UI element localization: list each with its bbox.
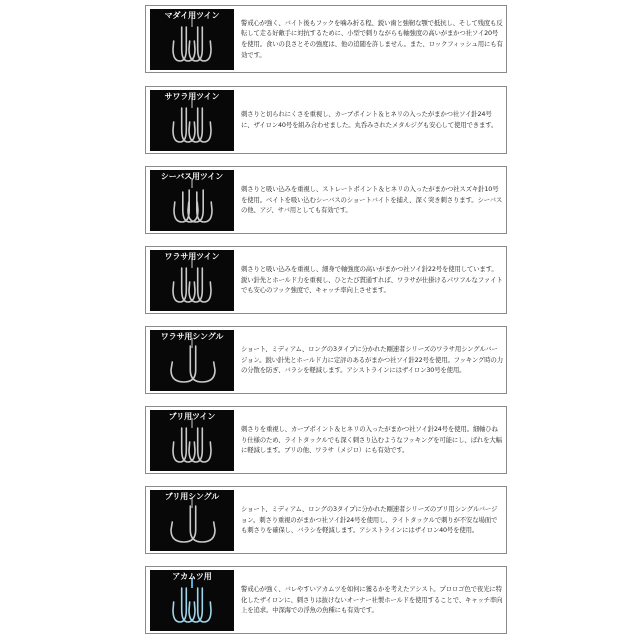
- hook-shape: [189, 588, 202, 622]
- product-description: 刺さりと吸い込みを重視し、ストレートポイント＆ヒネリの入ったがまかつ社スズキ針10号を使用。ベイトを吸い込むシーバスのショートバイトを捕え、深く突き刺さります。シーバスの他、アジ、サバ用としても有効です。: [241, 185, 503, 215]
- hook-shape: [189, 27, 202, 61]
- hook-shape: [188, 190, 203, 222]
- hook-shape: [183, 192, 198, 222]
- product-image: [150, 330, 234, 391]
- product-card: [145, 326, 507, 394]
- hook-shape: [173, 108, 186, 142]
- product-description: 警戒心が強く、バレやすいアカムツを如何に獲るかを考えたアシスト。プロロゴ色で夜光に特化したザイロンに、刺さりは抜けないオーナー社製ホールドを使用することで、キャッチ率向上を追求。中深海での浮魚の魚種にも有効です。: [241, 585, 503, 615]
- product-card: [145, 566, 507, 634]
- product-image: [150, 570, 234, 631]
- product-card: [145, 5, 507, 73]
- hook-shape: [198, 268, 211, 302]
- product-title: ワラサ用シングル: [160, 332, 224, 341]
- hook-shape: [198, 428, 211, 462]
- hook-shape: [189, 268, 202, 302]
- product-card: [145, 166, 507, 234]
- product-title: シーバス用ツイン: [160, 172, 224, 181]
- product-title: サワラ用ツイン: [164, 92, 220, 101]
- hook-shape: [182, 428, 195, 462]
- product-description: 警戒心が強く、バイト後もフックを噛み折る程、鋭い歯と強靭な顎で抵抗し、そして残度も反転して走る好敵手に対抗するために、小型で刺りながらも軸強度の高いがまかつ社ソイ20号を使用。食いの良さとその強度は、他の追随を許しません。また、ロックフィッシュ用にも有効です。: [241, 18, 503, 59]
- product-card: [145, 246, 507, 314]
- hook-shape: [174, 190, 189, 222]
- product-card: [145, 486, 507, 554]
- hook-shape: [173, 27, 186, 61]
- product-card: [145, 406, 507, 474]
- product-image: [150, 9, 234, 70]
- hook-shape: [173, 268, 186, 302]
- hook-shape: [197, 192, 212, 222]
- product-title: マダイ用ツイン: [164, 11, 220, 20]
- product-description: ショート、ミディアム、ロングの3タイプに分かれた剛速者シリーズのブリ用シングルバージョン。刺さり重視のがまかつ社ソイ針24号を使用し、ライトタックルで刺りが不安な場面でも刺さりを確保し、バラシを軽減します。アシストラインにはザイロン40号を使用。: [241, 505, 498, 535]
- hook-shape: [173, 588, 186, 622]
- product-description: 刺さりと吸い込みを重視し、細身で軸強度の高いがまかつ社ソイ針22号を使用しています。鋭い針先とホールド力を重視し、ひとたび貫通すれば、ワラサが仕掛けるパワフルなファイトでも安心のフック強度で、キャッチ率向上させます。: [241, 265, 503, 295]
- product-description: 刺さりと切られにくさを重視し、カーブポイント＆ヒネリの入ったがまかつ社ソイ針24号に、ザイロン40号を組み合わせました。丸呑みされたメタルジグも安心して使用できます。: [241, 110, 498, 129]
- product-title: ブリ用ツイン: [168, 412, 216, 421]
- hook-shape: [189, 428, 202, 462]
- product-title: ブリ用シングル: [164, 492, 220, 501]
- product-title: ワラサ用ツイン: [164, 252, 220, 261]
- hook-shape: [198, 108, 211, 142]
- product-image: [150, 410, 234, 471]
- product-card: [145, 86, 507, 154]
- product-title: アカムツ用: [172, 572, 212, 581]
- hook-shape: [198, 588, 211, 622]
- hook-shape: [182, 268, 195, 302]
- hook-shape: [189, 108, 202, 142]
- product-image: [150, 170, 234, 231]
- hook-shape: [198, 27, 211, 61]
- hook-shape: [173, 428, 186, 462]
- product-image: [150, 490, 234, 551]
- product-image: [150, 250, 234, 311]
- hook-shape: [182, 108, 195, 142]
- hook-shape: [182, 588, 195, 622]
- hook-shape: [182, 27, 195, 61]
- product-description: ショート、ミディアム、ロングの3タイプに分かれた剛速者シリーズのワラサ用シングルバージョン。鋭い針先とホールド力に定評のあるがまかつ社ソイ針22号を使用。フッキング時の力の分散を防ぎ、バラシを軽減します。アシストラインにはザイロン30号を使用。: [241, 345, 503, 375]
- product-image: [150, 90, 234, 151]
- product-description: 刺さりを重視し、カーブポイント＆ヒネリの入ったがまかつ社ソイ針24号を使用。細軸ひねり仕様のため、ライトタックルでも深く刺さり込むようなフッキングを可能にし、ばれを大幅に軽減します。ブリの他、ワラサ（メジロ）にも有効です。: [241, 425, 502, 455]
